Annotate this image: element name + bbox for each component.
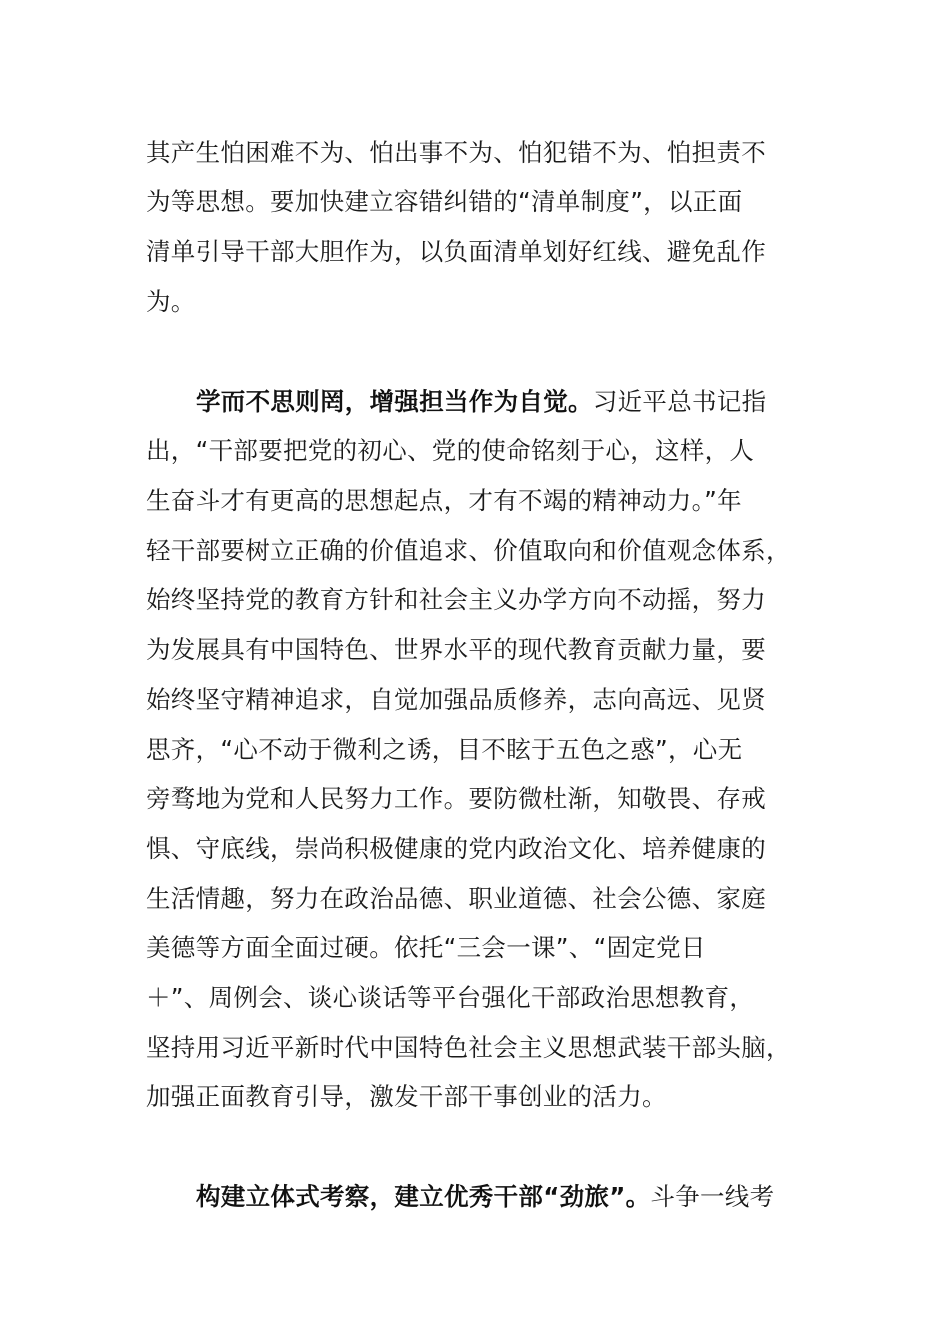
paragraph-line: 思齐，“心不动于微利之诱，目不眩于五色之惑”，心无	[146, 735, 743, 764]
paragraph-line: 加强正面教育引导，激发干部干事创业的活力。	[146, 1082, 667, 1111]
paragraph-line: 生奋斗才有更高的思想起点，才有不竭的精神动力。”年	[146, 486, 742, 515]
paragraph-line: 为发展具有中国特色、世界水平的现代教育贡献力量，要	[146, 635, 766, 664]
paragraph-line: 出，“干部要把党的初心、党的使命铭刻于心，这样，人	[146, 436, 755, 465]
paragraph-text: 斗争一线考	[650, 1182, 775, 1211]
paragraph-line: 始终坚守精神追求，自觉加强品质修养，志向高远、见贤	[146, 685, 766, 714]
paragraph-first-line	[196, 1177, 774, 1217]
paragraph-line: 坚持用习近平新时代中国特色社会主义思想武装干部头脑，	[146, 1033, 791, 1062]
paragraph-heading: 学而不思则罔，增强担当作为自觉。	[196, 387, 593, 416]
paragraph-heading: 构建立体式考察，建立优秀干部“劲旅”。	[196, 1182, 651, 1211]
paragraph-line: 始终坚持党的教育方针和社会主义办学方向不动摇，努力	[146, 585, 766, 614]
paragraph-line: 其产生怕困难不为、怕出事不为、怕犯错不为、怕担责不	[146, 138, 766, 167]
paragraph-line: 惧、守底线，崇尚积极健康的党内政治文化、培养健康的	[146, 834, 766, 863]
paragraph-line: 美德等方面全面过硬。依托“三会一课”、“固定党日	[146, 933, 706, 962]
paragraph-line: 清单引导干部大胆作为，以负面清单划好红线、避免乱作	[146, 237, 766, 266]
paragraph-line: 轻干部要树立正确的价值追求、价值取向和价值观念体系，	[146, 536, 791, 565]
paragraph-line: 为等思想。要加快建立容错纠错的“清单制度”，以正面	[146, 187, 743, 216]
paragraph-line: ＋”、周例会、谈心谈话等平台强化干部政治思想教育，	[146, 983, 755, 1012]
paragraph-text: 习近平总书记指	[592, 387, 767, 416]
paragraph-first-line	[196, 382, 766, 422]
paragraph-line: 生活情趣，努力在政治品德、职业道德、社会公德、家庭	[146, 884, 766, 913]
paragraph-line: 旁骛地为党和人民努力工作。要防微杜渐，知敬畏、存戒	[146, 784, 766, 813]
paragraph-line: 为。	[146, 287, 196, 316]
